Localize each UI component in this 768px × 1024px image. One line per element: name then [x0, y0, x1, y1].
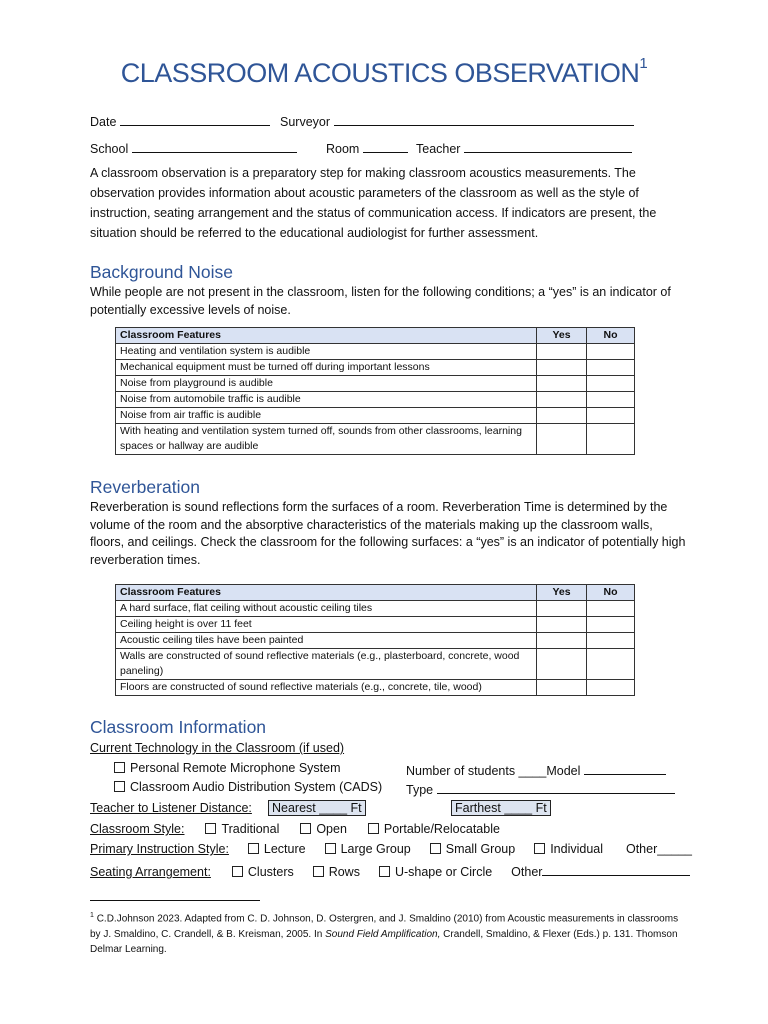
surveyor-line[interactable] [334, 112, 634, 126]
checkbox-icon[interactable] [300, 823, 311, 834]
yes-cell[interactable] [537, 360, 587, 376]
col-header-features: Classroom Features [116, 585, 537, 601]
seating-other-line[interactable] [542, 862, 690, 876]
type-line[interactable] [437, 780, 675, 794]
yes-cell[interactable] [537, 392, 587, 408]
no-cell[interactable] [587, 617, 635, 633]
no-cell[interactable] [587, 649, 635, 680]
seating-option-rows[interactable]: Rows [313, 865, 360, 879]
table-row [116, 601, 635, 617]
date-line[interactable] [120, 112, 270, 126]
table-row [116, 376, 635, 392]
footnote-text-b: Crandell, Smaldino, & Flexer (Eds.) p. 131. Thomson Delmar Learning. [90, 928, 678, 956]
yes-cell[interactable] [537, 617, 587, 633]
feature-cell: Noise from playground is audible [116, 376, 537, 392]
table-row [116, 649, 635, 680]
seating-option-clusters[interactable]: Clusters [232, 865, 294, 879]
col-header-no: No [587, 328, 635, 344]
teacher-line[interactable] [464, 139, 632, 153]
checkbox-icon[interactable] [114, 762, 125, 773]
school-field[interactable] [90, 139, 297, 156]
style-option-traditional[interactable]: Traditional [205, 822, 279, 836]
background-noise-text: While people are not present in the classroom, listen for the following conditions; a “yes” is an indicator of potentially excessive levels of noise. [90, 285, 671, 317]
instruction-style-label: Primary Instruction Style: [90, 842, 229, 856]
no-cell[interactable] [587, 601, 635, 617]
intro-paragraph: A classroom observation is a preparatory step for making classroom acoustics measurements. The observation provides information about acoustic parameters of the classroom as well as the style of instruction, seating arrangement and the status of communication access. If indicators are present, the situation should be referred to the educational audiologist for further assessment. [90, 166, 657, 240]
yes-cell[interactable] [537, 424, 587, 455]
feature-cell: A hard surface, flat ceiling without acoustic ceiling tiles [116, 601, 537, 617]
teacher-field[interactable] [416, 139, 632, 156]
table-row [116, 360, 635, 376]
type-label: Type [406, 783, 434, 797]
instruction-option-lecture[interactable]: Lecture [248, 842, 306, 856]
style-option-open[interactable]: Open [300, 822, 347, 836]
checkbox-icon[interactable] [205, 823, 216, 834]
yes-cell[interactable] [537, 376, 587, 392]
feature-cell: Ceiling height is over 11 feet [116, 617, 537, 633]
number-of-students-field[interactable] [406, 761, 666, 778]
nearest-field[interactable]: Nearest ____ Ft [268, 800, 366, 816]
title-footnote-ref: 1 [639, 55, 648, 72]
no-cell[interactable] [587, 392, 635, 408]
footnote-text-italic: Sound Field Amplification, [325, 928, 441, 940]
seating-other-label: Other [511, 865, 543, 879]
feature-cell: Noise from air traffic is audible [116, 408, 537, 424]
yes-cell[interactable] [537, 633, 587, 649]
table-row [116, 680, 635, 696]
room-line[interactable] [363, 139, 408, 153]
checkbox-icon[interactable] [325, 843, 336, 854]
feature-cell: Walls are constructed of sound reflective materials (e.g., plasterboard, concrete, wood paneling) [116, 649, 537, 680]
option-label: Classroom Audio Distribution System (CADS) [130, 780, 383, 794]
checkbox-icon[interactable] [368, 823, 379, 834]
feature-cell: Mechanical equipment must be turned off during important lessons [116, 360, 537, 376]
table-row [116, 617, 635, 633]
reverberation-text: Reverberation is sound reflections form the surfaces of a room. Reverberation Time is determined by the volume of the room and the absorptive characteristics of the materials making up the classroom walls, floors, and ceilings. Check the classroom for the following surfaces: a “yes” is an indicator of potentially high reverberation times. [90, 500, 686, 567]
date-label: Date [90, 115, 117, 129]
type-field[interactable] [406, 780, 675, 797]
table-header-row [116, 328, 635, 344]
seating-arrangement-row [90, 862, 690, 879]
checkbox-icon[interactable] [313, 866, 324, 877]
style-option-portable[interactable]: Portable/Relocatable [368, 822, 500, 836]
checkbox-icon[interactable] [379, 866, 390, 877]
instruction-style-row [90, 842, 692, 856]
distance-label: Teacher to Listener Distance: [90, 801, 252, 815]
checkbox-icon[interactable] [248, 843, 259, 854]
reverberation-heading: Reverberation [90, 477, 200, 497]
background-noise-heading: Background Noise [90, 262, 233, 282]
school-line[interactable] [132, 139, 297, 153]
no-cell[interactable] [587, 344, 635, 360]
school-label: School [90, 142, 129, 156]
table-row [116, 633, 635, 649]
no-cell[interactable] [587, 360, 635, 376]
footnote [90, 908, 680, 958]
table-header-row [116, 585, 635, 601]
date-field[interactable] [90, 112, 270, 129]
farthest-field[interactable]: Farthest ____ Ft [451, 800, 551, 816]
checkbox-icon[interactable] [232, 866, 243, 877]
footnote-number: 1 [90, 912, 94, 919]
reverberation-table [115, 584, 635, 696]
no-cell[interactable] [587, 680, 635, 696]
instruction-option-individual[interactable]: Individual [534, 842, 603, 856]
surveyor-field[interactable] [280, 112, 634, 129]
room-field[interactable] [326, 139, 408, 156]
feature-cell: With heating and ventilation system turned off, sounds from other classrooms, learning spaces or hallway are audible [116, 424, 537, 455]
option-label: Personal Remote Microphone System [130, 761, 341, 775]
no-cell[interactable] [587, 633, 635, 649]
no-cell[interactable] [587, 408, 635, 424]
classroom-info-heading: Classroom Information [90, 717, 267, 737]
checkbox-icon[interactable] [430, 843, 441, 854]
page-title: CLASSROOM ACOUSTICS OBSERVATION$^1$ [120, 55, 648, 88]
seating-option-u-shape[interactable]: U-shape or Circle [379, 865, 492, 879]
instruction-other-field[interactable]: Other_____ [625, 842, 693, 856]
checkbox-icon[interactable] [114, 781, 125, 792]
model-line[interactable] [584, 761, 666, 775]
col-header-no: No [587, 585, 635, 601]
feature-cell: Noise from automobile traffic is audible [116, 392, 537, 408]
technology-label: Current Technology in the Classroom (if used) [90, 741, 345, 755]
feature-cell: Floors are constructed of sound reflective materials (e.g., concrete, tile, wood) [116, 680, 537, 696]
footnote-text-a: C.D.Johnson 2023. Adapted from C. D. Johnson, D. Ostergren, and J. Smaldino (2010) from Acoustic measurements in classrooms by J. Smaldino, C. Crandell, & B. Kreisman, 2005. In [90, 913, 679, 940]
seating-arrangement-label: Seating Arrangement: [90, 865, 211, 879]
table-row [116, 344, 635, 360]
classroom-style-label: Classroom Style: [90, 822, 185, 836]
instruction-option-small-group[interactable]: Small Group [430, 842, 515, 856]
no-cell[interactable] [587, 376, 635, 392]
checkbox-icon[interactable] [534, 843, 545, 854]
col-header-features: Classroom Features [116, 328, 537, 344]
teacher-label: Teacher [416, 142, 461, 156]
yes-cell[interactable] [537, 344, 587, 360]
col-header-yes: Yes [537, 328, 587, 344]
no-cell[interactable] [587, 424, 635, 455]
col-header-yes: Yes [537, 585, 587, 601]
feature-cell: Heating and ventilation system is audible [116, 344, 537, 360]
surveyor-label: Surveyor [280, 115, 331, 129]
table-row [116, 392, 635, 408]
yes-cell[interactable] [537, 680, 587, 696]
table-row [116, 408, 635, 424]
number-of-students-label: Number of students ____Model [406, 764, 581, 778]
background-noise-table [115, 327, 635, 455]
option-prms[interactable] [114, 761, 341, 775]
yes-cell[interactable] [537, 601, 587, 617]
option-cads[interactable] [114, 780, 382, 794]
yes-cell[interactable] [537, 408, 587, 424]
yes-cell[interactable] [537, 649, 587, 680]
feature-cell: Acoustic ceiling tiles have been painted [116, 633, 537, 649]
classroom-style-row [90, 822, 500, 836]
room-label: Room [326, 142, 360, 156]
footnote-divider [90, 900, 260, 901]
instruction-option-large-group[interactable]: Large Group [325, 842, 411, 856]
table-row [116, 424, 635, 455]
